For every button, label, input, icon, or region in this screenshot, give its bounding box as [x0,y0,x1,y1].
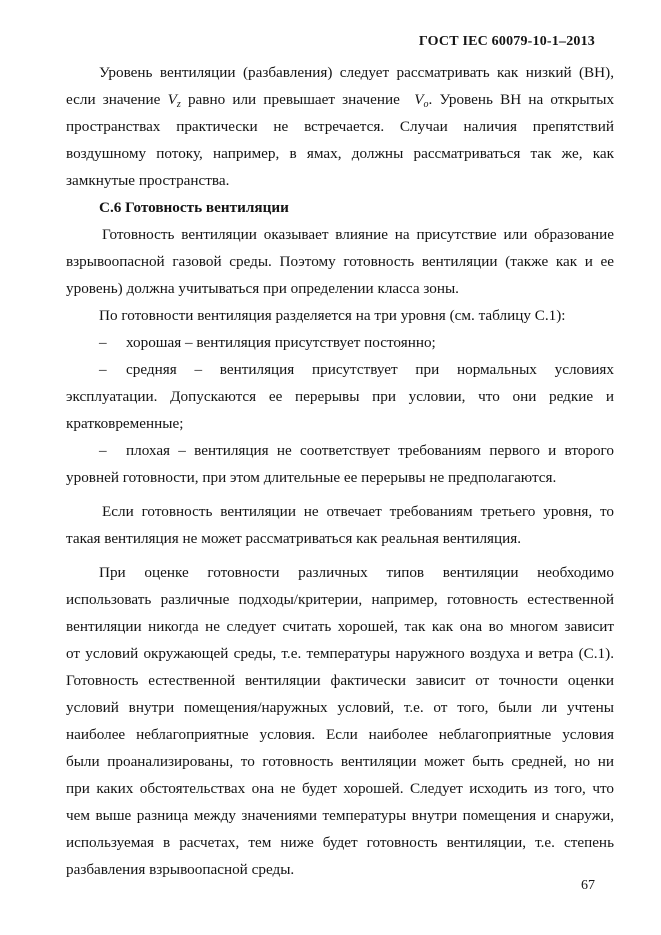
text-line: от условий окружающей среды, т.е. температуры наружного воздуха и ветра (С.1). [66,645,614,662]
list-item-medium [66,356,614,437]
paragraph-availability-intro [66,221,614,302]
symbol-vz [168,91,181,108]
text-line: эксплуатации. Допускаются ее перерывы при условии, что они редкие и [66,388,614,405]
text-line: условий внутри помещения/наружных условий, т.е. от того, были ли учтены [66,699,614,716]
text-line: разбавления взрывоопасной среды. [66,861,295,878]
dash-marker: – [99,334,107,351]
text-segment: . Уровень ВН на открытых [428,91,614,108]
text-line: замкнутые пространства. [66,172,230,189]
body-text [66,59,614,883]
text-line: вентиляции никогда не следует считать хорошей, так как она во многом зависит [66,618,614,635]
list-item-text: средняя – вентиляция присутствует при нормальных условиях [126,361,614,378]
list-item-text: плохая – вентиляция не соответствует требованиям первого и второго [126,442,614,459]
text-line: были проанализированы, то готовность вентиляции может быть средней, но ни [66,753,614,770]
dash-marker: – [99,442,107,459]
section-heading: С.6 Готовность вентиляции [99,199,289,216]
document-header: ГОСТ IEC 60079-10-1–2013 [418,34,595,49]
text-line: Готовность вентиляции оказывает влияние на присутствие или образование [102,226,614,243]
text-line: такая вентиляция не может рассматриваться как реальная вентиляция. [66,530,522,547]
text-line [66,437,614,464]
page-number: 67 [581,878,595,893]
text-line [66,356,614,383]
text-line: пространствах практически не встречается. Случаи наличия препятствий [66,118,614,135]
bullet-list [66,329,614,491]
text-line: чем выше разница между значениями температуры внутри помещения и снаружи, [66,807,614,824]
text-line: использовать различные подходы/критерии, например, готовность естественной [66,591,614,608]
symbol-vo [414,91,428,108]
text-line: Готовность естественной вентиляции фактически зависит от точности оценки [66,672,614,689]
text-line: При оценке готовности различных типов вентиляции необходимо [99,564,614,581]
text-segment: равно или превышает значение [187,91,400,108]
list-item-poor [66,437,614,491]
paragraph-ventilation-level [66,59,614,194]
paragraph-assessment [66,559,614,883]
text-line: взрывоопасной газовой среды. Поэтому готовность вентиляции (также как и ее [66,253,614,270]
text-line: используемая в расчетах, тем ниже будет готовность вентиляции, т.е. степень [66,834,614,851]
text-line: уровень) должна учитываться при определении класса зоны. [66,280,459,297]
symbol-letter: V [414,91,424,108]
text-line [66,86,614,113]
text-line: кратковременные; [66,415,184,432]
text-line: наиболее неблагоприятные условия. Если наиболее неблагоприятные условия [66,726,614,743]
text-line: Уровень вентиляции (разбавления) следует рассматривать как низкий (ВН), [99,64,614,81]
paragraph-levels: По готовности вентиляция разделяется на три уровня (см. таблицу С.1): [99,307,566,324]
list-item-good [66,329,614,356]
text-line: уровней готовности, при этом длительные ее перерывы не предполагаются. [66,469,557,486]
list-item-text: хорошая – вентиляция присутствует постоянно; [126,334,436,351]
symbol-subscript: z [176,99,181,110]
symbol-letter: V [167,91,177,108]
text-segment: если значение [66,91,161,108]
dash-marker: – [99,361,107,378]
symbol-subscript: o [423,99,429,110]
text-line: воздушному потоку, например, в ямах, должны рассматриваться так же, как [66,145,614,162]
text-line: при каких обстоятельствах она не будет хорошей. Следует исходить из того, что [66,780,614,797]
paragraph-third-level [66,498,614,552]
text-line: Если готовность вентиляции не отвечает требованиям третьего уровня, то [102,503,614,520]
